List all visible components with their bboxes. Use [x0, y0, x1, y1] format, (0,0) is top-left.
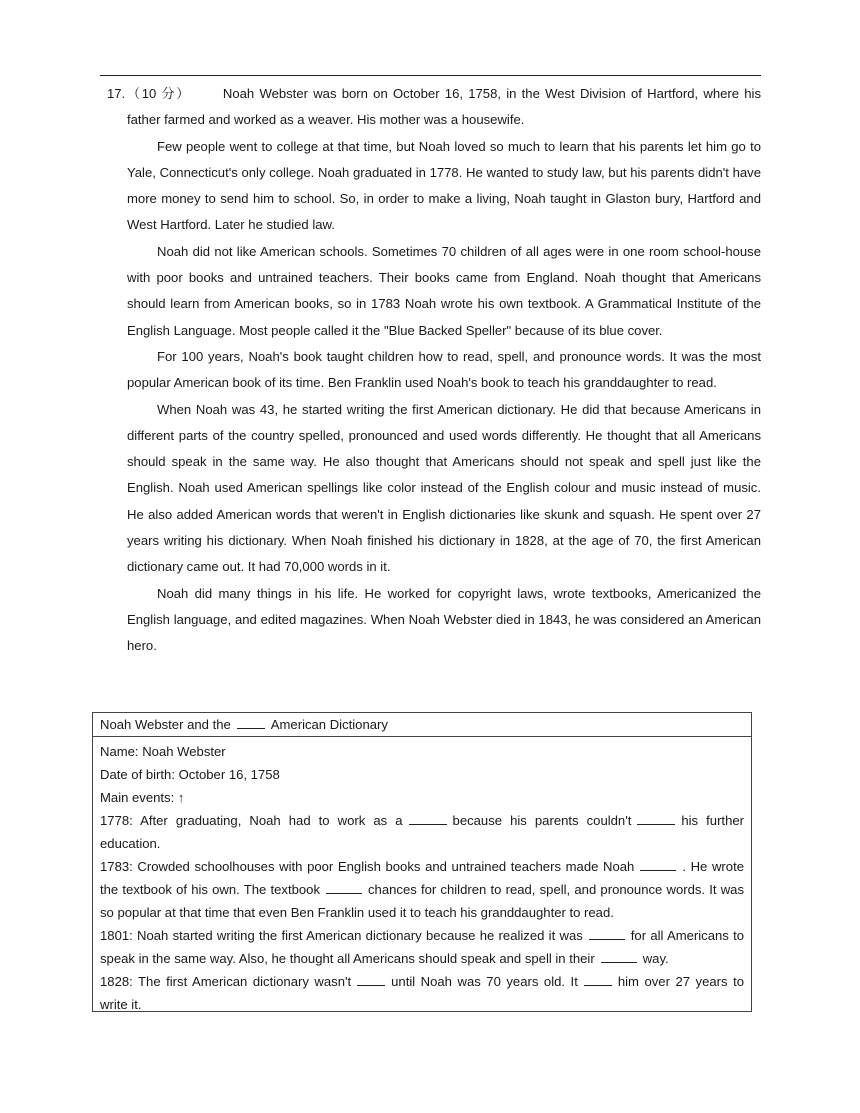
event-1778: [100, 809, 744, 855]
passage-paragraph-5: When Noah was 43, he started writing the first American dictionary. He did that because Americans in different parts of the country spelled, pronounced and used words differently. He thought that all Americans should speak in the same way. He also thought that Americans should not speak and spell just like the English. Noah used American spellings like color instead of the English colour and music instead of music. He also added American words that weren't in English dictionaries like skunk and squash. He spent over 27 years writing his dictionary. When Noah finished his dictionary in 1828, at the age of 70, the first American dictionary came out. It had 70,000 words in it.: [127, 401, 761, 575]
event-text: his further education.: [100, 813, 744, 851]
passage-paragraph-2: Few people went to college at that time, but Noah loved so much to learn that his parents let him go to Yale, Connecticut's only college. Noah graduated in 1778. He wanted to study law, but his parents didn't have more money to send him to school. So, in order to make a living, Noah taught in Glaston bury, Hartford and West Hartford. Later he studied law.: [127, 138, 761, 233]
table-body: [93, 737, 751, 1016]
event-1801: [100, 924, 744, 970]
answer-blank[interactable]: [640, 857, 676, 871]
title-text: American Dictionary: [270, 717, 388, 732]
event-text: chances for children to read, spell, and pronounce words. It was so popular at that time that even Ben Franklin used it to teach his granddaughter to read.: [100, 882, 745, 920]
passage-paragraph-3: Noah did not like American schools. Sometimes 70 children of all ages were in one room school-house with poor books and untrained teachers. Their books came from England. Noah thought that Americans should learn from American books, so in 1783 Noah wrote his own textbook. A Grammatical Institute of the English Language. Most people called it the "Blue Backed Speller" because of its blue cover.: [127, 243, 761, 338]
reading-passage: [107, 81, 761, 660]
event-1828: [100, 970, 744, 1016]
answer-blank[interactable]: [584, 972, 612, 986]
answer-blank[interactable]: [601, 949, 637, 963]
dob-line: Date of birth: October 16, 1758: [100, 767, 280, 782]
answer-blank[interactable]: [326, 880, 362, 894]
question-number: 17.: [107, 86, 126, 101]
event-text: way.: [642, 951, 669, 966]
top-rule: [100, 75, 761, 76]
event-text: 1801: Noah started writing the first American dictionary because he realized it was: [100, 928, 583, 943]
name-line: Name: Noah Webster: [100, 744, 226, 759]
event-text: because his parents couldn't: [452, 813, 632, 828]
title-text: Noah Webster and the: [100, 717, 231, 732]
answer-blank[interactable]: [637, 811, 675, 825]
main-events-line: Main events: ↑: [100, 790, 185, 805]
answer-blank[interactable]: [409, 811, 447, 825]
event-text: him over 27 years to write it.: [100, 974, 745, 1012]
table-title: [93, 713, 751, 737]
event-text: 1828: The first American dictionary wasn't: [100, 974, 352, 989]
passage-paragraph-4: For 100 years, Noah's book taught children how to read, spell, and pronounce words. It was the most popular American book of its time. Ben Franklin used Noah's book to teach his granddaughter to read.: [127, 348, 761, 391]
question-score: （10 分）: [127, 86, 191, 101]
paragraph-text: Noah Webster was born on October 16, 1758, in the West Division of Hartford, where his father farmed and worked as a weaver. His mother was a housewife.: [127, 86, 761, 128]
passage-paragraph-1: [127, 81, 761, 134]
event-text: 1778: After graduating, Noah had to work as a: [100, 813, 403, 828]
summary-table: [92, 712, 752, 1012]
event-text: 1783: Crowded schoolhouses with poor English books and untrained teachers made Noah: [100, 859, 635, 874]
answer-blank[interactable]: [357, 972, 385, 986]
event-text: until Noah was 70 years old. It: [391, 974, 578, 989]
event-1783: [100, 855, 744, 924]
answer-blank[interactable]: [589, 926, 625, 940]
event-text: . He wrote the textbook of his own. The textbook: [100, 859, 744, 897]
answer-blank[interactable]: [237, 715, 265, 729]
passage-paragraph-6: Noah did many things in his life. He worked for copyright laws, wrote textbooks, Americanized the English language, and edited magazines. When Noah Webster died in 1843, he was considered an American hero.: [127, 585, 761, 654]
event-text: for all Americans to speak in the same way. Also, he thought all Americans should speak and spell in their: [100, 928, 745, 966]
